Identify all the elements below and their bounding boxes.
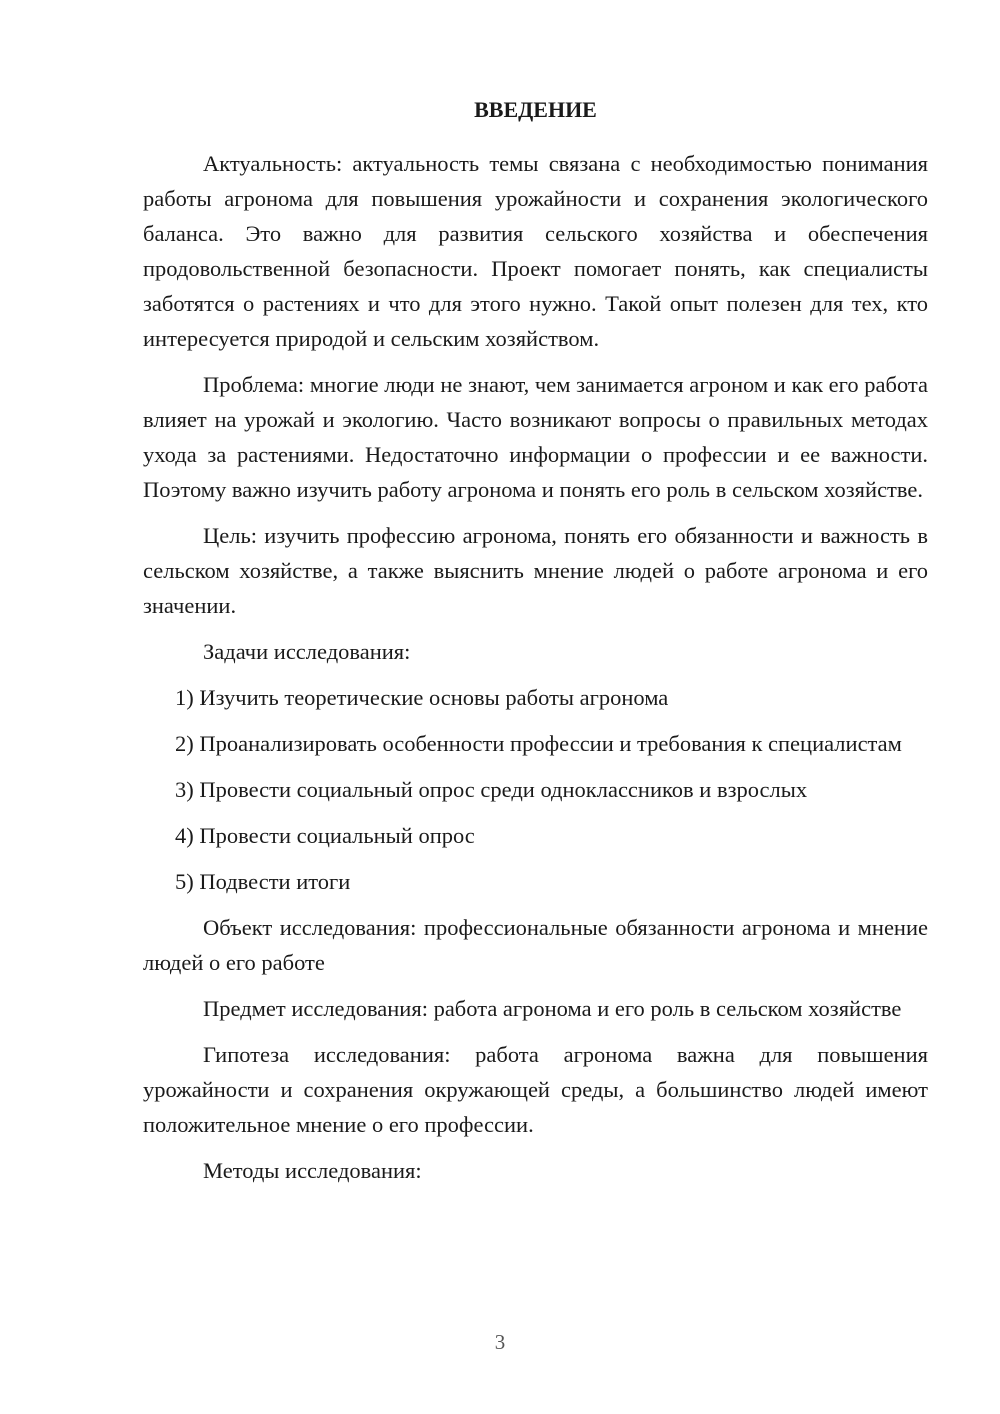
section-title: ВВЕДЕНИЕ <box>474 97 597 122</box>
page-number: 3 <box>494 1330 506 1354</box>
task-item: 5) Подвести итоги <box>175 869 351 894</box>
task-item: 3) Провести социальный опрос среди одноклассников и взрослых <box>175 777 808 802</box>
tasks-heading: Задачи исследования: <box>203 639 411 664</box>
methods-heading: Методы исследования: <box>203 1158 422 1183</box>
relevance-paragraph: Актуальность: актуальность темы связана с необходимостью понимания работы агронома для повышения урожайности и сохранения экологического баланса. Это важно для развития сельского хозяйства и обеспечения продовольственной безопасности. Проект помогает понять, как специалисты заботятся о растениях и что для этого нужно. Такой опыт полезен для тех, кто интересуется природой и сельским хозяйством. <box>143 151 928 351</box>
goal-paragraph: Цель: изучить профессию агронома, понять его обязанности и важность в сельском хозяйстве, а также выяснить мнение людей о работе агронома и его значении. <box>143 523 928 618</box>
object-paragraph: Объект исследования: профессиональные обязанности агронома и мнение людей о его работе <box>143 915 928 975</box>
task-item: 1) Изучить теоретические основы работы агронома <box>175 685 669 710</box>
task-item: 2) Проанализировать особенности профессии и требования к специалистам <box>175 731 902 756</box>
problem-paragraph: Проблема: многие люди не знают, чем занимается агроном и как его работа влияет на урожай и экологию. Часто возникают вопросы о правильных методах ухода за растениями. Недостаточно информации о профессии и ее важности. Поэтому важно изучить работу агронома и понять его роль в сельском хозяйстве. <box>143 372 928 502</box>
task-item: 4) Провести социальный опрос <box>175 823 475 848</box>
subject-paragraph: Предмет исследования: работа агронома и его роль в сельском хозяйстве <box>203 996 902 1021</box>
document-page <box>143 92 928 1199</box>
hypothesis-paragraph: Гипотеза исследования: работа агронома важна для повышения урожайности и сохранения окружающей среды, а большинство людей имеют положительное мнение о его профессии. <box>143 1042 928 1137</box>
